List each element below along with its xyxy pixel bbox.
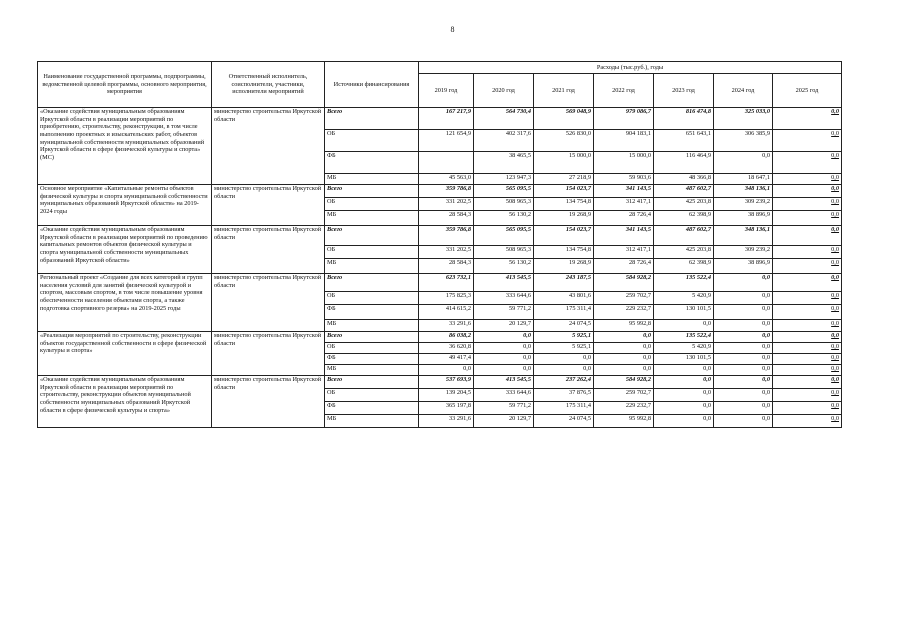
amount-cell: 359 786,8 [419, 185, 474, 198]
amount-cell: 414 615,2 [419, 305, 474, 320]
executor: министерство строительства Иркутской области [212, 332, 325, 376]
amount-cell: 0,0 [594, 354, 654, 365]
amount-cell: 154 023,7 [534, 226, 594, 246]
amount-cell: 0,0 [773, 332, 842, 343]
budget-table [37, 61, 842, 428]
amount-cell: 59 771,2 [474, 305, 534, 320]
amount-cell: 0,0 [594, 332, 654, 343]
amount-cell: 59 771,2 [474, 402, 534, 415]
amount-cell [419, 152, 474, 174]
amount-cell: 36 620,8 [419, 343, 474, 354]
amount-cell: 312 417,1 [594, 246, 654, 259]
amount-cell: 56 130,2 [474, 259, 534, 274]
table-row [38, 274, 842, 292]
amount-cell: 564 730,4 [474, 108, 534, 130]
amount-cell: 0,0 [534, 365, 594, 376]
funding-source: ОБ [325, 130, 419, 152]
header-year: 2020 год [474, 74, 534, 108]
amount-cell: 508 965,3 [474, 198, 534, 211]
amount-cell: 0,0 [773, 246, 842, 259]
amount-cell: 38 896,9 [714, 259, 773, 274]
amount-cell: 0,0 [773, 402, 842, 415]
program-name: «Оказание содействия муниципальным образованиям Иркутской области в реализации мероприятий по проведению капитальных ремонтов объектов физической культуры и спорта муниципальной собственности муниципальных образований Иркутской области» [38, 226, 212, 274]
amount-cell: 0,0 [654, 320, 714, 332]
amount-cell: 0,0 [534, 354, 594, 365]
amount-cell: 402 317,6 [474, 130, 534, 152]
header-year: 2021 год [534, 74, 594, 108]
amount-cell: 348 136,1 [714, 185, 773, 198]
funding-source: ФБ [325, 354, 419, 365]
program-name: «Реализация мероприятий по строительству, реконструкции объектов государственной собственности в сфере физической культуры и спорта» [38, 332, 212, 376]
program-name: «Оказание содействия муниципальным образованиям Иркутской области в реализации мероприятий по строительству, реконструкции объектов муниципальной собственности муниципальных образований Иркутской области в сфере физической культуры и спорта» [38, 376, 212, 428]
amount-cell: 175 825,3 [419, 292, 474, 305]
amount-cell: 0,0 [773, 320, 842, 332]
amount-cell: 86 038,2 [419, 332, 474, 343]
amount-cell: 0,0 [773, 174, 842, 185]
amount-cell: 312 417,1 [594, 198, 654, 211]
amount-cell: 904 183,1 [594, 130, 654, 152]
amount-cell: 175 311,4 [534, 402, 594, 415]
amount-cell: 5 925,1 [534, 343, 594, 354]
amount-cell: 0,0 [773, 198, 842, 211]
header-year: 2025 год [773, 74, 842, 108]
amount-cell: 341 143,5 [594, 185, 654, 198]
amount-cell: 0,0 [714, 152, 773, 174]
funding-source: ОБ [325, 389, 419, 402]
amount-cell: 0,0 [773, 130, 842, 152]
amount-cell: 24 074,5 [534, 415, 594, 428]
funding-source: ФБ [325, 305, 419, 320]
amount-cell: 62 398,9 [654, 259, 714, 274]
amount-cell: 130 101,5 [654, 305, 714, 320]
amount-cell: 0,0 [773, 185, 842, 198]
amount-cell: 43 801,6 [534, 292, 594, 305]
amount-cell: 0,0 [773, 259, 842, 274]
amount-cell: 0,0 [773, 108, 842, 130]
amount-cell: 259 702,7 [594, 292, 654, 305]
amount-cell: 0,0 [714, 274, 773, 292]
amount-cell: 0,0 [714, 415, 773, 428]
amount-cell: 0,0 [773, 152, 842, 174]
amount-cell: 28 726,4 [594, 211, 654, 226]
amount-cell: 333 644,6 [474, 292, 534, 305]
funding-source: Всего [325, 108, 419, 130]
amount-cell: 243 187,5 [534, 274, 594, 292]
funding-source: ОБ [325, 246, 419, 259]
amount-cell: 425 203,8 [654, 198, 714, 211]
amount-cell: 0,0 [773, 292, 842, 305]
amount-cell: 229 232,7 [594, 305, 654, 320]
amount-cell: 56 130,2 [474, 211, 534, 226]
amount-cell: 0,0 [773, 274, 842, 292]
amount-cell: 0,0 [773, 365, 842, 376]
executor: министерство строительства Иркутской области [212, 274, 325, 332]
amount-cell: 0,0 [654, 376, 714, 389]
amount-cell: 33 291,6 [419, 320, 474, 332]
amount-cell: 0,0 [714, 402, 773, 415]
amount-cell: 0,0 [773, 305, 842, 320]
funding-source: ОБ [325, 343, 419, 354]
amount-cell: 167 217,9 [419, 108, 474, 130]
amount-cell: 413 545,5 [474, 274, 534, 292]
amount-cell: 0,0 [474, 365, 534, 376]
header-year: 2023 год [654, 74, 714, 108]
amount-cell: 0,0 [474, 332, 534, 343]
table-body [38, 108, 842, 428]
amount-cell: 0,0 [714, 292, 773, 305]
amount-cell: 0,0 [773, 226, 842, 246]
amount-cell: 95 992,8 [594, 415, 654, 428]
funding-source: МБ [325, 415, 419, 428]
amount-cell: 0,0 [654, 389, 714, 402]
amount-cell: 0,0 [714, 332, 773, 343]
amount-cell: 0,0 [773, 389, 842, 402]
amount-cell: 979 086,7 [594, 108, 654, 130]
amount-cell: 116 464,9 [654, 152, 714, 174]
amount-cell: 569 048,9 [534, 108, 594, 130]
header-year: 2022 год [594, 74, 654, 108]
funding-source: МБ [325, 259, 419, 274]
amount-cell: 5 925,1 [534, 332, 594, 343]
amount-cell: 0,0 [654, 415, 714, 428]
amount-cell: 309 239,2 [714, 246, 773, 259]
amount-cell: 15 000,0 [534, 152, 594, 174]
amount-cell: 134 754,8 [534, 198, 594, 211]
amount-cell: 425 203,8 [654, 246, 714, 259]
program-name: Региональный проект «Создание для всех категорий и групп населения условий для занятий физической культурой и спортом, массовым спортом, в том числе повышение уровня обеспеченности населения объектами спорта, а также подготовка спортивного резерва» на 2019-2025 годы [38, 274, 212, 332]
amount-cell: 365 197,8 [419, 402, 474, 415]
table-row [38, 185, 842, 198]
amount-cell: 526 830,0 [534, 130, 594, 152]
table-row [38, 376, 842, 389]
amount-cell: 45 563,0 [419, 174, 474, 185]
amount-cell: 20 129,7 [474, 415, 534, 428]
amount-cell: 18 647,1 [714, 174, 773, 185]
amount-cell: 49 417,4 [419, 354, 474, 365]
amount-cell: 0,0 [419, 365, 474, 376]
header-name-column: Наименование государственной программы, подпрограммы, ведомственной целевой программы, основного мероприятия, мероприятия [38, 62, 212, 108]
amount-cell: 309 239,2 [714, 198, 773, 211]
amount-cell: 33 291,6 [419, 415, 474, 428]
funding-source: ФБ [325, 402, 419, 415]
executor: министерство строительства Иркутской области [212, 376, 325, 428]
amount-cell: 325 033,0 [714, 108, 773, 130]
amount-cell: 27 218,9 [534, 174, 594, 185]
funding-source: ОБ [325, 198, 419, 211]
header-year: 2024 год [714, 74, 773, 108]
amount-cell: 24 074,5 [534, 320, 594, 332]
amount-cell: 37 876,5 [534, 389, 594, 402]
amount-cell: 348 136,1 [714, 226, 773, 246]
amount-cell: 0,0 [714, 365, 773, 376]
funding-source: Всего [325, 332, 419, 343]
amount-cell: 333 644,6 [474, 389, 534, 402]
amount-cell: 95 992,8 [594, 320, 654, 332]
amount-cell: 135 522,4 [654, 332, 714, 343]
amount-cell: 0,0 [714, 320, 773, 332]
amount-cell: 0,0 [714, 376, 773, 389]
header-expenses: Расходы (тыс.руб.), годы [419, 62, 842, 74]
amount-cell: 0,0 [773, 343, 842, 354]
funding-source: Всего [325, 185, 419, 198]
amount-cell: 5 420,9 [654, 343, 714, 354]
amount-cell: 584 928,2 [594, 274, 654, 292]
funding-source: МБ [325, 320, 419, 332]
amount-cell: 5 420,9 [654, 292, 714, 305]
amount-cell: 487 602,7 [654, 185, 714, 198]
header-year: 2019 год [419, 74, 474, 108]
amount-cell: 130 101,5 [654, 354, 714, 365]
funding-source: ФБ [325, 152, 419, 174]
funding-source: ОБ [325, 292, 419, 305]
funding-source: Всего [325, 376, 419, 389]
amount-cell: 154 023,7 [534, 185, 594, 198]
amount-cell: 134 754,8 [534, 246, 594, 259]
amount-cell: 359 786,8 [419, 226, 474, 246]
amount-cell: 19 268,9 [534, 259, 594, 274]
amount-cell: 0,0 [714, 389, 773, 402]
amount-cell: 623 732,1 [419, 274, 474, 292]
funding-source: Всего [325, 274, 419, 292]
amount-cell: 0,0 [773, 354, 842, 365]
amount-cell: 229 232,7 [594, 402, 654, 415]
program-name: Основное мероприятие «Капитальные ремонты объектов физической культуры и спорта муниципальной собственности муниципальных образований Иркутской области» на 2019-2024 годы [38, 185, 212, 226]
table-row [38, 332, 842, 343]
amount-cell: 123 947,3 [474, 174, 534, 185]
amount-cell: 0,0 [773, 211, 842, 226]
funding-source: МБ [325, 174, 419, 185]
amount-cell: 0,0 [474, 343, 534, 354]
header-source-column: Источники финансирования [325, 62, 419, 108]
amount-cell: 48 366,8 [654, 174, 714, 185]
amount-cell: 413 545,5 [474, 376, 534, 389]
amount-cell: 237 262,4 [534, 376, 594, 389]
amount-cell: 19 268,9 [534, 211, 594, 226]
amount-cell: 651 643,1 [654, 130, 714, 152]
amount-cell: 0,0 [474, 354, 534, 365]
amount-cell: 0,0 [714, 305, 773, 320]
amount-cell: 175 311,4 [534, 305, 594, 320]
amount-cell: 0,0 [594, 343, 654, 354]
amount-cell: 139 204,5 [419, 389, 474, 402]
amount-cell: 0,0 [714, 343, 773, 354]
amount-cell: 331 202,5 [419, 246, 474, 259]
amount-cell: 341 143,5 [594, 226, 654, 246]
amount-cell: 0,0 [773, 415, 842, 428]
amount-cell: 331 202,5 [419, 198, 474, 211]
header-executor-column: Ответственный исполнитель, соисполнители, участники, исполнители мероприятий [212, 62, 325, 108]
amount-cell: 0,0 [594, 365, 654, 376]
amount-cell: 565 095,5 [474, 185, 534, 198]
amount-cell: 38 896,9 [714, 211, 773, 226]
amount-cell: 508 965,3 [474, 246, 534, 259]
funding-source: МБ [325, 211, 419, 226]
amount-cell: 59 903,6 [594, 174, 654, 185]
amount-cell: 28 584,3 [419, 259, 474, 274]
amount-cell: 259 702,7 [594, 389, 654, 402]
amount-cell: 0,0 [654, 365, 714, 376]
amount-cell: 0,0 [714, 354, 773, 365]
amount-cell: 0,0 [773, 376, 842, 389]
amount-cell: 38 465,5 [474, 152, 534, 174]
table-row [38, 226, 842, 246]
amount-cell: 20 129,7 [474, 320, 534, 332]
amount-cell: 306 385,9 [714, 130, 773, 152]
amount-cell: 15 000,0 [594, 152, 654, 174]
funding-source: МБ [325, 365, 419, 376]
amount-cell: 135 522,4 [654, 274, 714, 292]
amount-cell: 62 398,9 [654, 211, 714, 226]
amount-cell: 816 474,8 [654, 108, 714, 130]
amount-cell: 28 726,4 [594, 259, 654, 274]
amount-cell: 584 928,2 [594, 376, 654, 389]
amount-cell: 121 654,9 [419, 130, 474, 152]
amount-cell: 487 602,7 [654, 226, 714, 246]
program-name: «Оказание содействия муниципальным образованиям Иркутской области в реализации мероприятий по приобретению, строительству, реконструкции, в том числе выполнению проектных и изыскательских работ, объектов муниципальной собственности муниципальных образований Иркутской области в сфере физической культуры и спорта» (МС) [38, 108, 212, 185]
page-number: 8 [450, 25, 455, 34]
amount-cell: 28 584,3 [419, 211, 474, 226]
amount-cell: 565 095,5 [474, 226, 534, 246]
executor: министерство строительства Иркутской области [212, 185, 325, 226]
amount-cell: 0,0 [654, 402, 714, 415]
amount-cell: 537 693,9 [419, 376, 474, 389]
executor: министерство строительства Иркутской области [212, 226, 325, 274]
funding-source: Всего [325, 226, 419, 246]
executor: министерство строительства Иркутской области [212, 108, 325, 185]
table-row [38, 108, 842, 130]
